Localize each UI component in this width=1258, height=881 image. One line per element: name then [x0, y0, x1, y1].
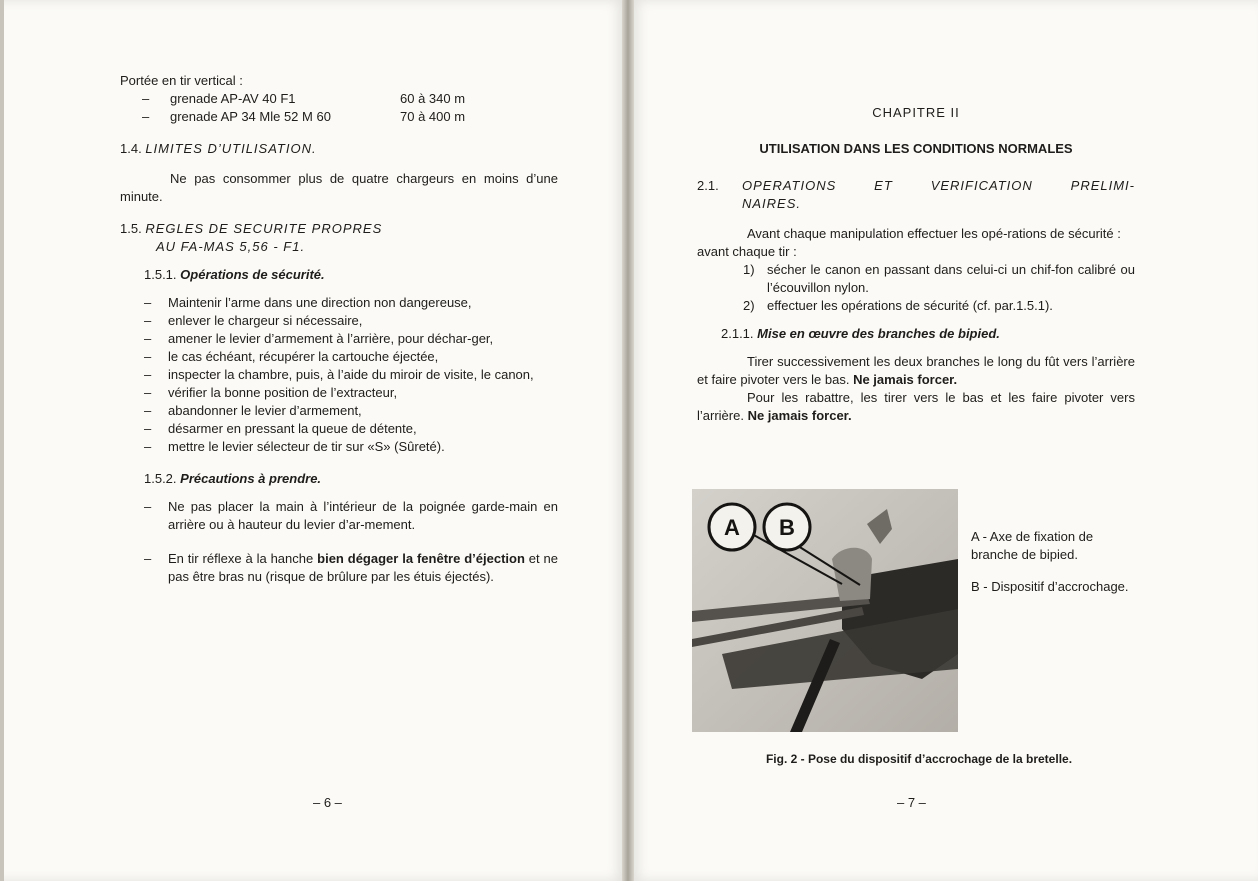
section-2-1-heading: 2.1. OPERATIONS ET VERIFICATION PRELIMI- — [697, 178, 1135, 193]
page-number-right: – 7 – — [897, 795, 926, 810]
list-item: – En tir réflexe à la hanche bien dégager la fenêtre d’éjection et ne pas être bras nu (risque de brûlure par les étuis éjectés). — [144, 551, 559, 584]
step-item: 1) sécher le canon en passant dans celui-ci un chif-fon calibré ou l’écouvillon nylon. — [743, 262, 1135, 295]
section-1-5-2-heading: 1.5.2. Précautions à prendre. — [144, 471, 322, 486]
range-item-label: grenade AP-AV 40 F1 — [170, 91, 296, 106]
section-2-1-before-firing: avant chaque tir : — [697, 244, 797, 259]
range-title: Portée en tir vertical : — [120, 73, 243, 88]
section-1-5-1-heading: 1.5.1. Opérations de sécurité. — [144, 267, 325, 282]
figure-legend — [971, 528, 1136, 596]
section-2-1-1-heading: 2.1.1. Mise en œuvre des branches de bipied. — [721, 326, 1000, 341]
bipod-photo — [692, 489, 958, 732]
rifle-bipod-illustration — [692, 489, 958, 732]
list-item: – Maintenir l’arme dans une direction non dangereuse, — [144, 295, 472, 310]
figure-label-a: A — [724, 515, 740, 540]
list-item: – désarmer en pressant la queue de détente, — [144, 421, 417, 436]
section-1-5-1-title: Opérations de sécurité. — [180, 267, 325, 282]
section-2-1-1-paragraph-1: Tirer successivement les deux branches le long du fût vers l’arrière et faire pivoter vers le bas. Ne jamais forcer. — [697, 354, 1135, 387]
figure-label-b: B — [779, 515, 795, 540]
section-2-1-title-line2: NAIRES. — [742, 196, 802, 211]
page-number-left: – 6 – — [313, 795, 342, 810]
section-1-5-title-line1: REGLES DE SECURITE PROPRES — [145, 221, 383, 236]
range-item-value: 60 à 340 m — [400, 91, 466, 106]
chapter-title: UTILISATION DANS LES CONDITIONS NORMALES — [759, 141, 1073, 156]
figure-caption: Fig. 2 - Pose du dispositif d’accrochage de la bretelle. — [765, 752, 1073, 766]
list-item: – vérifier la bonne position de l’extracteur, — [144, 385, 398, 400]
precautions-list — [120, 498, 558, 586]
range-item-value: 70 à 400 m — [400, 109, 466, 124]
legend-b: B - Dispositif d’accrochage. — [971, 579, 1129, 594]
left-page-content — [120, 72, 558, 586]
book-gutter — [622, 0, 634, 881]
section-2-1-1-title: Mise en œuvre des branches de bipied. — [757, 326, 1000, 341]
list-item: – amener le levier d’armement à l’arrière, pour déchar-ger, — [144, 331, 494, 346]
page-edge — [0, 0, 4, 881]
section-1-5-2-title: Précautions à prendre. — [180, 471, 322, 486]
range-item: – grenade AP 34 Mle 52 M 60 70 à 400 m — [142, 109, 466, 124]
list-item: – Ne pas placer la main à l’intérieur de la poignée garde-main en arrière ou à hauteur du levier d’ar-mement. — [144, 499, 558, 532]
list-item: – mettre le levier sélecteur de tir sur «S» (Sûreté). — [144, 439, 445, 454]
section-2-1-1-paragraph-2: Pour les rabattre, les tirer vers le bas et les faire pivoter vers l’arrière. Ne jamais forcer. — [697, 390, 1135, 423]
range-item: – grenade AP-AV 40 F1 60 à 340 m — [142, 91, 466, 106]
section-2-1-intro: Avant chaque manipulation effectuer les opé-rations de sécurité : — [747, 226, 1121, 241]
section-1-5-heading: 1.5. REGLES DE SECURITE PROPRES — [120, 221, 383, 236]
list-item: – le cas échéant, récupérer la cartouche éjectée, — [144, 349, 439, 364]
section-2-1-title-line1: OPERATIONS ET VERIFICATION PRELIMI- — [742, 178, 1135, 193]
section-1-4-text: Ne pas consommer plus de quatre chargeurs en moins d’une minute. — [120, 171, 558, 204]
step-item: 2) effectuer les opérations de sécurité (cf. par.1.5.1). — [743, 298, 1053, 313]
right-page-content — [697, 104, 1135, 425]
list-item: – abandonner le levier d’armement, — [144, 403, 362, 418]
list-item: – inspecter la chambre, puis, à l’aide du miroir de visite, le canon, — [144, 367, 534, 382]
section-1-4-title: LIMITES D’UTILISATION. — [145, 141, 317, 156]
chapter-number: CHAPITRE II — [872, 105, 960, 120]
section-1-5-title-line2: AU FA-MAS 5,56 - F1. — [156, 239, 306, 254]
safety-operations-list — [120, 294, 558, 456]
list-item: – enlever le chargeur si nécessaire, — [144, 313, 363, 328]
range-item-label: grenade AP 34 Mle 52 M 60 — [170, 109, 331, 124]
legend-a: A - Axe de fixation de branche de bipied. — [971, 529, 1094, 562]
section-1-4-heading: 1.4. LIMITES D’UTILISATION. — [120, 141, 317, 156]
